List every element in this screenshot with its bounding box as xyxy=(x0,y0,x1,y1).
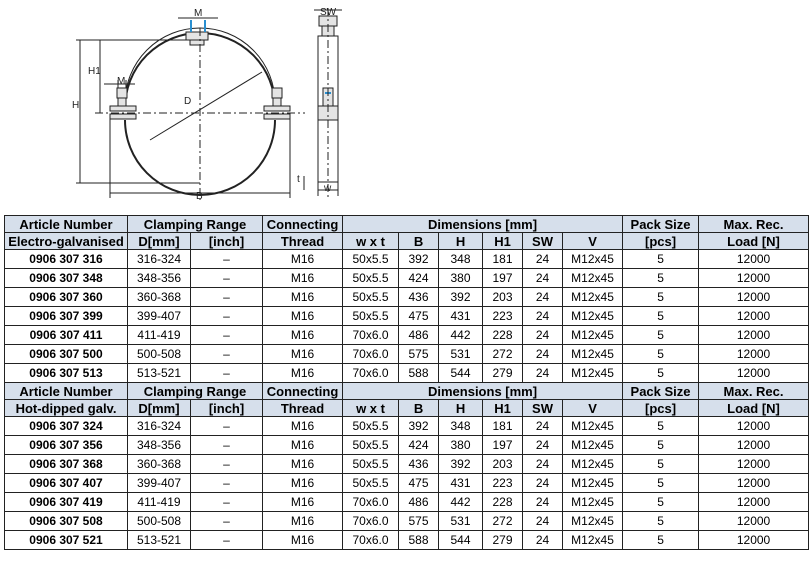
thread-cell: M16 xyxy=(263,512,343,531)
range-inch-cell: – xyxy=(191,364,263,383)
h1-value-cell: 197 xyxy=(483,436,523,455)
dimensions-header: Dimensions [mm] xyxy=(343,383,623,400)
range-mm-cell: 316-324 xyxy=(128,417,191,436)
sw-value-cell: 24 xyxy=(523,250,563,269)
h-value-cell: 380 xyxy=(439,436,483,455)
clamping-range-header: Clamping Range xyxy=(128,216,263,233)
thread-subheader: Thread xyxy=(263,400,343,417)
pack-size-cell: 5 xyxy=(623,364,699,383)
wxt-cell: 70x6.0 xyxy=(343,512,399,531)
b-value-cell: 424 xyxy=(399,269,439,288)
range-inch-header: [inch] xyxy=(191,233,263,250)
group-2-header xyxy=(5,383,809,417)
max-load-subheader: Load [N] xyxy=(699,400,809,417)
sw-header: SW xyxy=(523,400,563,417)
pack-size-cell: 5 xyxy=(623,326,699,345)
wxt-cell: 50x5.5 xyxy=(343,307,399,326)
b-value-cell: 486 xyxy=(399,326,439,345)
thread-cell: M16 xyxy=(263,288,343,307)
b-value-cell: 392 xyxy=(399,417,439,436)
article-number-cell: 0906 307 500 xyxy=(5,345,128,364)
thread-cell: M16 xyxy=(263,493,343,512)
table-row xyxy=(5,326,809,345)
h-value-cell: 380 xyxy=(439,269,483,288)
article-number-cell: 0906 307 513 xyxy=(5,364,128,383)
thread-cell: M16 xyxy=(263,455,343,474)
label-b: B xyxy=(196,191,203,202)
thread-cell: M16 xyxy=(263,250,343,269)
h1-header: H1 xyxy=(483,400,523,417)
range-mm-cell: 411-419 xyxy=(128,326,191,345)
article-header: Article Number xyxy=(5,216,128,233)
h-value-cell: 544 xyxy=(439,531,483,550)
max-load-cell: 12000 xyxy=(699,364,809,383)
wxt-header: w x t xyxy=(343,400,399,417)
table-row xyxy=(5,364,809,383)
thread-cell: M16 xyxy=(263,531,343,550)
pack-size-subheader: [pcs] xyxy=(623,233,699,250)
sw-header: SW xyxy=(523,233,563,250)
label-sw: SW xyxy=(320,7,337,18)
wxt-cell: 50x5.5 xyxy=(343,288,399,307)
max-load-cell: 12000 xyxy=(699,455,809,474)
label-t: t xyxy=(297,174,300,185)
range-mm-cell: 399-407 xyxy=(128,307,191,326)
b-header: B xyxy=(399,233,439,250)
sw-value-cell: 24 xyxy=(523,493,563,512)
range-mm-cell: 513-521 xyxy=(128,531,191,550)
pack-size-cell: 5 xyxy=(623,474,699,493)
b-value-cell: 588 xyxy=(399,531,439,550)
v-value-cell: M12x45 xyxy=(563,512,623,531)
label-m-side: M xyxy=(117,76,126,87)
sw-value-cell: 24 xyxy=(523,455,563,474)
pack-size-cell: 5 xyxy=(623,512,699,531)
thread-cell: M16 xyxy=(263,364,343,383)
b-header: B xyxy=(399,400,439,417)
v-value-cell: M12x45 xyxy=(563,288,623,307)
range-inch-cell: – xyxy=(191,531,263,550)
range-mm-cell: 348-356 xyxy=(128,269,191,288)
pack-size-header: Pack Size xyxy=(623,216,699,233)
h-value-cell: 392 xyxy=(439,288,483,307)
b-value-cell: 475 xyxy=(399,307,439,326)
range-inch-cell: – xyxy=(191,417,263,436)
article-number-cell: 0906 307 508 xyxy=(5,512,128,531)
article-header: Article Number xyxy=(5,383,128,400)
v-value-cell: M12x45 xyxy=(563,364,623,383)
wxt-cell: 70x6.0 xyxy=(343,493,399,512)
range-mm-cell: 360-368 xyxy=(128,455,191,474)
table-row xyxy=(5,436,809,455)
wxt-cell: 50x5.5 xyxy=(343,474,399,493)
b-value-cell: 575 xyxy=(399,345,439,364)
pack-size-cell: 5 xyxy=(623,417,699,436)
article-number-cell: 0906 307 419 xyxy=(5,493,128,512)
table-row xyxy=(5,512,809,531)
h-value-cell: 431 xyxy=(439,307,483,326)
range-inch-cell: – xyxy=(191,326,263,345)
h1-header: H1 xyxy=(483,233,523,250)
h-value-cell: 392 xyxy=(439,455,483,474)
h-value-cell: 442 xyxy=(439,493,483,512)
wxt-cell: 50x5.5 xyxy=(343,269,399,288)
max-load-header: Max. Rec. xyxy=(699,383,809,400)
pack-size-subheader: [pcs] xyxy=(623,400,699,417)
h1-value-cell: 181 xyxy=(483,250,523,269)
sw-value-cell: 24 xyxy=(523,288,563,307)
thread-cell: M16 xyxy=(263,474,343,493)
pack-size-cell: 5 xyxy=(623,250,699,269)
v-value-cell: M12x45 xyxy=(563,269,623,288)
wxt-cell: 70x6.0 xyxy=(343,531,399,550)
thread-cell: M16 xyxy=(263,345,343,364)
max-load-cell: 12000 xyxy=(699,493,809,512)
thread-cell: M16 xyxy=(263,436,343,455)
thread-cell: M16 xyxy=(263,326,343,345)
max-load-cell: 12000 xyxy=(699,512,809,531)
article-subheader: Hot-dipped galv. xyxy=(5,400,128,417)
table-row xyxy=(5,288,809,307)
h1-value-cell: 203 xyxy=(483,455,523,474)
article-number-cell: 0906 307 411 xyxy=(5,326,128,345)
label-m-top: M xyxy=(194,8,203,19)
article-number-cell: 0906 307 324 xyxy=(5,417,128,436)
thread-header: Connecting xyxy=(263,216,343,233)
thread-cell: M16 xyxy=(263,269,343,288)
range-mm-cell: 399-407 xyxy=(128,474,191,493)
v-value-cell: M12x45 xyxy=(563,307,623,326)
max-load-header: Max. Rec. xyxy=(699,216,809,233)
thread-cell: M16 xyxy=(263,417,343,436)
max-load-cell: 12000 xyxy=(699,474,809,493)
b-value-cell: 575 xyxy=(399,512,439,531)
table-row xyxy=(5,417,809,436)
article-number-cell: 0906 307 399 xyxy=(5,307,128,326)
h-header: H xyxy=(439,400,483,417)
max-load-subheader: Load [N] xyxy=(699,233,809,250)
h-value-cell: 442 xyxy=(439,326,483,345)
clamp-front-view xyxy=(76,18,305,200)
table-row xyxy=(5,345,809,364)
v-value-cell: M12x45 xyxy=(563,345,623,364)
v-header: V xyxy=(563,233,623,250)
sw-value-cell: 24 xyxy=(523,436,563,455)
label-h1: H1 xyxy=(88,66,101,77)
h-value-cell: 348 xyxy=(439,417,483,436)
h1-value-cell: 197 xyxy=(483,269,523,288)
range-inch-cell: – xyxy=(191,269,263,288)
table-row xyxy=(5,474,809,493)
wxt-cell: 50x5.5 xyxy=(343,455,399,474)
h1-value-cell: 279 xyxy=(483,364,523,383)
wxt-cell: 50x5.5 xyxy=(343,417,399,436)
clamping-range-header: Clamping Range xyxy=(128,383,263,400)
label-d: D xyxy=(184,96,192,107)
range-inch-cell: – xyxy=(191,474,263,493)
range-mm-cell: 513-521 xyxy=(128,364,191,383)
pack-size-cell: 5 xyxy=(623,531,699,550)
max-load-cell: 12000 xyxy=(699,269,809,288)
max-load-cell: 12000 xyxy=(699,288,809,307)
sw-value-cell: 24 xyxy=(523,512,563,531)
dimensions-header: Dimensions [mm] xyxy=(343,216,623,233)
h-value-cell: 348 xyxy=(439,250,483,269)
specification-table xyxy=(4,215,809,550)
range-mm-cell: 411-419 xyxy=(128,493,191,512)
article-number-cell: 0906 307 521 xyxy=(5,531,128,550)
max-load-cell: 12000 xyxy=(699,417,809,436)
article-number-cell: 0906 307 348 xyxy=(5,269,128,288)
h1-value-cell: 228 xyxy=(483,326,523,345)
v-value-cell: M12x45 xyxy=(563,417,623,436)
max-load-cell: 12000 xyxy=(699,531,809,550)
h-value-cell: 531 xyxy=(439,512,483,531)
v-value-cell: M12x45 xyxy=(563,436,623,455)
max-load-cell: 12000 xyxy=(699,307,809,326)
pack-size-header: Pack Size xyxy=(623,383,699,400)
article-number-cell: 0906 307 360 xyxy=(5,288,128,307)
article-number-cell: 0906 307 407 xyxy=(5,474,128,493)
label-w: w xyxy=(324,183,332,194)
h1-value-cell: 228 xyxy=(483,493,523,512)
range-mm-cell: 500-508 xyxy=(128,345,191,364)
h1-value-cell: 279 xyxy=(483,531,523,550)
wxt-cell: 50x5.5 xyxy=(343,436,399,455)
b-value-cell: 392 xyxy=(399,250,439,269)
article-number-cell: 0906 307 368 xyxy=(5,455,128,474)
table-row xyxy=(5,307,809,326)
pack-size-cell: 5 xyxy=(623,455,699,474)
range-inch-cell: – xyxy=(191,307,263,326)
thread-header: Connecting xyxy=(263,383,343,400)
article-number-cell: 0906 307 316 xyxy=(5,250,128,269)
h1-value-cell: 223 xyxy=(483,474,523,493)
v-header: V xyxy=(563,400,623,417)
range-d-header: D[mm] xyxy=(128,233,191,250)
range-inch-cell: – xyxy=(191,493,263,512)
max-load-cell: 12000 xyxy=(699,326,809,345)
v-value-cell: M12x45 xyxy=(563,493,623,512)
range-mm-cell: 360-368 xyxy=(128,288,191,307)
b-value-cell: 436 xyxy=(399,455,439,474)
v-value-cell: M12x45 xyxy=(563,474,623,493)
pack-size-cell: 5 xyxy=(623,288,699,307)
range-inch-cell: – xyxy=(191,455,263,474)
sw-value-cell: 24 xyxy=(523,345,563,364)
sw-value-cell: 24 xyxy=(523,474,563,493)
pack-size-cell: 5 xyxy=(623,345,699,364)
range-mm-cell: 348-356 xyxy=(128,436,191,455)
clamp-side-view xyxy=(304,8,342,200)
range-inch-cell: – xyxy=(191,250,263,269)
wxt-cell: 50x5.5 xyxy=(343,250,399,269)
group-1-header xyxy=(5,216,809,250)
technical-drawing xyxy=(0,0,812,212)
pack-size-cell: 5 xyxy=(623,307,699,326)
wxt-cell: 70x6.0 xyxy=(343,345,399,364)
range-inch-header: [inch] xyxy=(191,400,263,417)
pack-size-cell: 5 xyxy=(623,269,699,288)
max-load-cell: 12000 xyxy=(699,345,809,364)
range-d-header: D[mm] xyxy=(128,400,191,417)
h-header: H xyxy=(439,233,483,250)
h1-value-cell: 272 xyxy=(483,512,523,531)
h1-value-cell: 203 xyxy=(483,288,523,307)
range-inch-cell: – xyxy=(191,288,263,307)
h1-value-cell: 223 xyxy=(483,307,523,326)
max-load-cell: 12000 xyxy=(699,436,809,455)
b-value-cell: 486 xyxy=(399,493,439,512)
sw-value-cell: 24 xyxy=(523,364,563,383)
sw-value-cell: 24 xyxy=(523,307,563,326)
thread-subheader: Thread xyxy=(263,233,343,250)
max-load-cell: 12000 xyxy=(699,250,809,269)
pack-size-cell: 5 xyxy=(623,436,699,455)
range-inch-cell: – xyxy=(191,436,263,455)
h-value-cell: 431 xyxy=(439,474,483,493)
wxt-cell: 70x6.0 xyxy=(343,364,399,383)
h-value-cell: 544 xyxy=(439,364,483,383)
sw-value-cell: 24 xyxy=(523,326,563,345)
b-value-cell: 588 xyxy=(399,364,439,383)
table-row xyxy=(5,493,809,512)
table-row xyxy=(5,250,809,269)
range-mm-cell: 500-508 xyxy=(128,512,191,531)
sw-value-cell: 24 xyxy=(523,269,563,288)
v-value-cell: M12x45 xyxy=(563,326,623,345)
h1-value-cell: 272 xyxy=(483,345,523,364)
range-inch-cell: – xyxy=(191,345,263,364)
b-value-cell: 424 xyxy=(399,436,439,455)
group-1-rows xyxy=(5,250,809,383)
thread-cell: M16 xyxy=(263,307,343,326)
sw-value-cell: 24 xyxy=(523,531,563,550)
label-h: H xyxy=(72,100,80,111)
b-value-cell: 475 xyxy=(399,474,439,493)
pack-size-cell: 5 xyxy=(623,493,699,512)
wxt-header: w x t xyxy=(343,233,399,250)
v-value-cell: M12x45 xyxy=(563,455,623,474)
h-value-cell: 531 xyxy=(439,345,483,364)
b-value-cell: 436 xyxy=(399,288,439,307)
table-row xyxy=(5,269,809,288)
table-row xyxy=(5,455,809,474)
h1-value-cell: 181 xyxy=(483,417,523,436)
group-2-rows xyxy=(5,417,809,550)
v-value-cell: M12x45 xyxy=(563,531,623,550)
v-value-cell: M12x45 xyxy=(563,250,623,269)
range-inch-cell: – xyxy=(191,512,263,531)
sw-value-cell: 24 xyxy=(523,417,563,436)
article-number-cell: 0906 307 356 xyxy=(5,436,128,455)
range-mm-cell: 316-324 xyxy=(128,250,191,269)
wxt-cell: 70x6.0 xyxy=(343,326,399,345)
table-row xyxy=(5,531,809,550)
article-subheader: Electro-galvanised xyxy=(5,233,128,250)
